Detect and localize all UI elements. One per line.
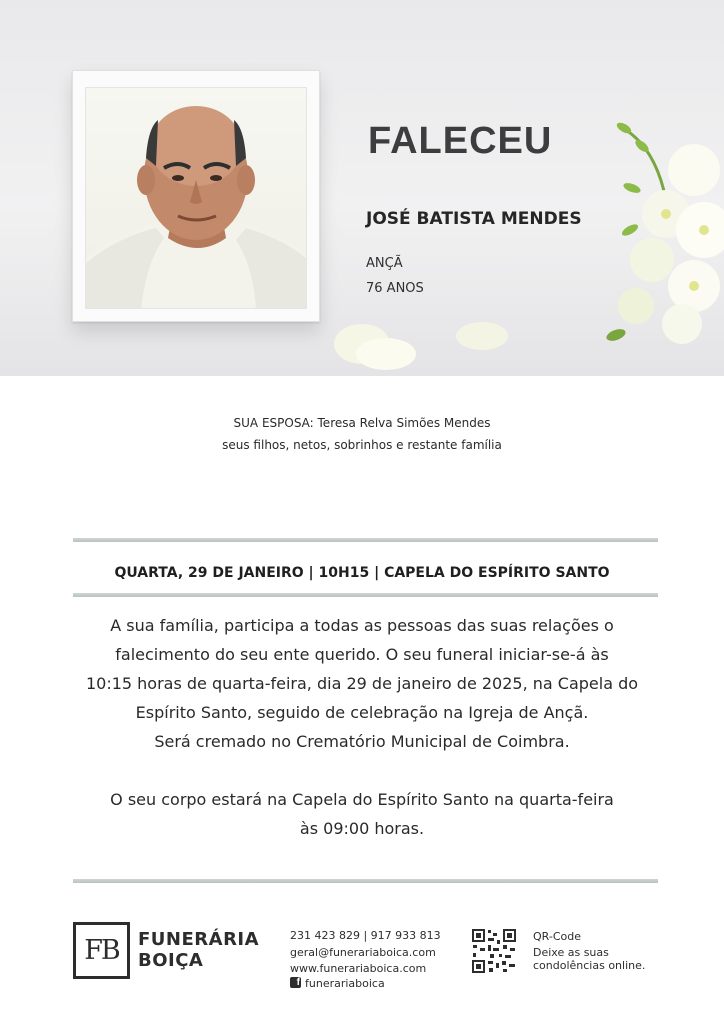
announcement-line: 10:15 horas de quarta-feira, dia 29 de janeiro de 2025, na Capela do — [85, 674, 639, 693]
contact-website[interactable]: www.funerariaboica.com — [290, 962, 427, 975]
announcement-line: Será cremado no Crematório Municipal de Coimbra. — [154, 732, 570, 751]
hero-banner — [0, 0, 724, 376]
qr-code-caption — [533, 946, 673, 972]
qr-code-icon[interactable] — [471, 928, 517, 974]
flowers-decoration — [596, 110, 724, 360]
family-others-line: seus filhos, netos, sobrinhos e restante família — [222, 438, 502, 452]
deceased-age: 76 ANOS — [366, 281, 424, 296]
portrait-photo — [85, 87, 307, 309]
qr-caption-line: condolências online. — [533, 959, 646, 972]
divider-bottom — [73, 879, 658, 883]
announcement-paragraph-1 — [40, 611, 684, 756]
portrait-illustration — [86, 88, 307, 309]
announcement-line: às 09:00 horas. — [299, 819, 425, 838]
headline-faleceu: FALECEU — [368, 120, 553, 162]
announcement-line: O seu corpo estará na Capela do Espírito Santo na quarta-feira — [110, 790, 614, 809]
event-summary: QUARTA, 29 DE JANEIRO | 10H15 | CAPELA DO ESPÍRITO SANTO — [114, 565, 610, 581]
brand-name-line2: BOIÇA — [138, 950, 204, 971]
logo-mark: FB — [84, 935, 119, 966]
brand-name-line1: FUNERÁRIA — [138, 929, 260, 950]
announcement-line: Espírito Santo, seguido de celebração na Igreja de Ançã. — [135, 703, 589, 722]
contact-email[interactable]: geral@funerariaboica.com — [290, 946, 436, 959]
petals-decoration — [322, 308, 522, 374]
family-spouse-line: SUA ESPOSA: Teresa Relva Simões Mendes — [233, 416, 491, 430]
funeraria-logo — [73, 922, 130, 979]
qr-code-title: QR-Code — [533, 930, 581, 943]
divider-top — [73, 538, 658, 542]
contact-phones: 231 423 829 | 917 933 813 — [290, 929, 441, 942]
deceased-place: ANÇÃ — [366, 256, 403, 271]
announcement-line: falecimento do seu ente querido. O seu funeral iniciar-se-á às — [115, 645, 609, 664]
announcement-line: A sua família, participa a todas as pessoas das suas relações o — [110, 616, 614, 635]
facebook-icon: f — [290, 977, 301, 988]
qr-caption-line: Deixe as suas — [533, 946, 609, 959]
photo-frame — [72, 70, 320, 322]
deceased-name: JOSÉ BATISTA MENDES — [366, 209, 582, 229]
announcement-paragraph-2 — [40, 785, 684, 843]
contact-facebook[interactable]: funerariaboica — [305, 977, 385, 990]
divider-middle — [73, 593, 658, 597]
